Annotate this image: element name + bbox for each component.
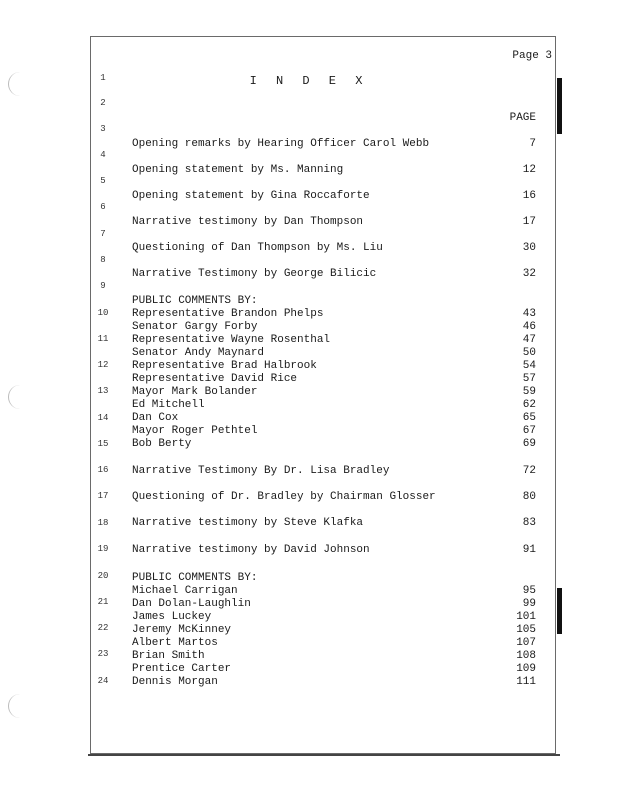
line-number: 15 — [97, 439, 109, 449]
commenter-name: Michael Carrigan — [132, 585, 238, 597]
commenter-page: 111 — [516, 676, 536, 688]
line-number: 8 — [100, 255, 106, 265]
page-label: Page 3 — [512, 50, 552, 62]
line-number: 19 — [97, 544, 109, 554]
commenter-page: 105 — [516, 624, 536, 636]
commenter-name: Senator Andy Maynard — [132, 347, 265, 359]
line-number: 14 — [97, 413, 109, 423]
line-number: 4 — [100, 150, 106, 160]
commenter-page: 108 — [516, 650, 536, 662]
index-entry: Narrative testimony by Steve Klafka — [132, 517, 364, 529]
public-comments-heading: PUBLIC COMMENTS BY: — [132, 295, 258, 307]
index-entry-page: 30 — [522, 242, 536, 254]
index-entry-page: 17 — [522, 216, 536, 228]
commenter-page: 99 — [522, 598, 536, 610]
line-number: 6 — [100, 202, 106, 212]
index-entry: Opening remarks by Hearing Officer Carol Webb — [132, 138, 430, 150]
commenter-name: Bob Berty — [132, 438, 192, 450]
line-number: 9 — [100, 281, 106, 291]
index-entry: Questioning of Dan Thompson by Ms. Liu — [132, 242, 383, 254]
line-number: 16 — [97, 465, 109, 475]
line-number: 7 — [100, 229, 106, 239]
commenter-name: Representative Wayne Rosenthal — [132, 334, 331, 346]
commenter-name: Senator Gargy Forby — [132, 321, 258, 333]
index-title: I N D E X — [249, 74, 369, 88]
line-number: 1 — [100, 73, 106, 83]
index-entry-page: 32 — [522, 268, 536, 280]
line-number: 21 — [97, 597, 109, 607]
commenter-name: Mayor Roger Pethtel — [132, 425, 258, 437]
line-number: 20 — [97, 571, 109, 581]
line-number: 23 — [97, 649, 109, 659]
commenter-page: 46 — [522, 321, 536, 333]
line-number: 12 — [97, 360, 109, 370]
line-number: 5 — [100, 176, 106, 186]
right-edge-mark-bottom — [557, 588, 562, 634]
commenter-page: 69 — [522, 438, 536, 450]
index-entry: Narrative testimony by Dan Thompson — [132, 216, 364, 228]
line-number: 13 — [97, 386, 109, 396]
commenter-page: 59 — [522, 386, 536, 398]
commenter-name: Dan Cox — [132, 412, 179, 424]
line-number: 17 — [97, 491, 109, 501]
index-entry-page: 16 — [522, 190, 536, 202]
index-entry-page: 91 — [522, 544, 536, 556]
commenter-name: Albert Martos — [132, 637, 218, 649]
line-number: 10 — [97, 308, 109, 318]
commenter-page: 62 — [522, 399, 536, 411]
page-column-header: PAGE — [509, 112, 536, 124]
page-bottom-rule — [88, 754, 560, 756]
commenter-name: Representative Brandon Phelps — [132, 308, 324, 320]
line-number: 3 — [100, 124, 106, 134]
commenter-page: 95 — [522, 585, 536, 597]
punch-hole-mark-middle — [8, 385, 21, 409]
index-entry-page: 72 — [522, 465, 536, 477]
commenter-name: Dennis Morgan — [132, 676, 218, 688]
commenter-page: 109 — [516, 663, 536, 675]
commenter-page: 54 — [522, 360, 536, 372]
commenter-page: 50 — [522, 347, 536, 359]
index-entry-page: 7 — [529, 138, 536, 150]
commenter-name: Representative David Rice — [132, 373, 298, 385]
commenter-page: 107 — [516, 637, 536, 649]
punch-hole-mark-bottom — [8, 694, 21, 718]
commenter-page: 101 — [516, 611, 536, 623]
line-number: 11 — [97, 334, 109, 344]
commenter-name: Mayor Mark Bolander — [132, 386, 258, 398]
index-entry: Narrative Testimony By Dr. Lisa Bradley — [132, 465, 390, 477]
index-entry: Narrative testimony by David Johnson — [132, 544, 370, 556]
index-entry: Opening statement by Gina Roccaforte — [132, 190, 370, 202]
index-entry: Opening statement by Ms. Manning — [132, 164, 344, 176]
commenter-name: Ed Mitchell — [132, 399, 205, 411]
index-entry-page: 12 — [522, 164, 536, 176]
index-entry: Questioning of Dr. Bradley by Chairman Glosser — [132, 491, 436, 503]
commenter-page: 67 — [522, 425, 536, 437]
index-entry-page: 83 — [522, 517, 536, 529]
line-number: 18 — [97, 518, 109, 528]
commenter-name: Representative Brad Halbrook — [132, 360, 317, 372]
index-entry: Narrative Testimony by George Bilicic — [132, 268, 377, 280]
line-number: 2 — [100, 98, 106, 108]
line-number: 24 — [97, 676, 109, 686]
commenter-name: Prentice Carter — [132, 663, 232, 675]
commenter-page: 43 — [522, 308, 536, 320]
index-entry-page: 80 — [522, 491, 536, 503]
commenter-name: James Luckey — [132, 611, 212, 623]
line-number: 22 — [97, 623, 109, 633]
public-comments-heading: PUBLIC COMMENTS BY: — [132, 572, 258, 584]
commenter-page: 65 — [522, 412, 536, 424]
commenter-name: Jeremy McKinney — [132, 624, 232, 636]
commenter-name: Brian Smith — [132, 650, 205, 662]
commenter-name: Dan Dolan-Laughlin — [132, 598, 251, 610]
commenter-page: 47 — [522, 334, 536, 346]
commenter-page: 57 — [522, 373, 536, 385]
